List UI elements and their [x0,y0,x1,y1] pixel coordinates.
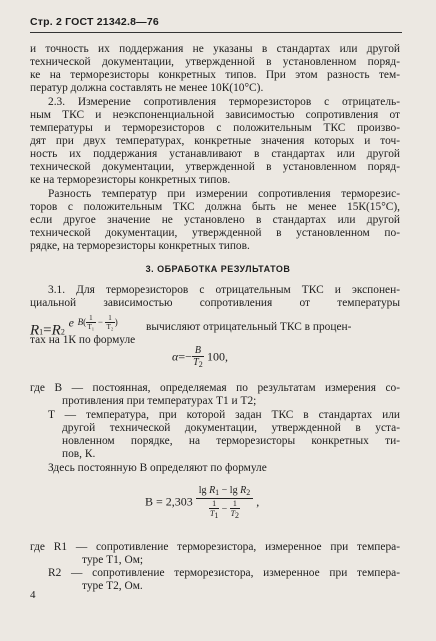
text-line: другой технической документации, утвержденной в уста- [62,422,400,434]
text-line: технической документации, утвержденной в установленном поряд- [30,56,400,68]
text-line: вычисляют отрицательный ТКС в процен- [146,321,352,333]
formula-tcr: α=− $\frac{B}{T_2}$ 100, [172,345,228,369]
text-line: туре T1, Ом; [82,554,144,566]
text-line: дят при двух температурах, конкретные значения которых и точ- [30,135,400,147]
page-header: Стр. 2 ГОСТ 21342.8—76 [30,16,159,28]
text-line: новленном порядке, на терморезисторы конкретных ти- [62,435,400,447]
text-line: R2 — сопротивление терморезистора, измеренное при темпера- [48,567,400,579]
formula-constant-b: B = 2,303 $\lg R_1 - \lg R_2$ $\frac{1}{T1}$ − $\frac{1}{T2}$ , [145,485,260,520]
text-line: и точность их поддержания не указаны в стандартах или другой [30,43,400,55]
text-line: торов с положительным ТКС должна быть не менее 15К(15°С), [30,201,400,213]
text-line: Здесь постоянную B определяют по формуле [48,462,267,474]
text-line: циальной зависимостью сопротивления от температуры [30,297,400,309]
text-line: тах на 1К по формуле [30,334,136,346]
text-line: ке на терморезисторы конкретных типов. [30,174,231,186]
text-line: рядке, на терморезисторы конкретных типов. [30,240,250,252]
text-line: T — температура, при которой задан ТКС в стандартах или [48,409,400,421]
page-number: 4 [30,589,36,601]
text-line: где R1 — сопротивление терморезистора, измеренное при темпера- [30,541,400,553]
text-line: ность их поддержания устанавливают в стандартах или другой [30,148,400,160]
text-line: технической документации, утвержденной в установленном по- [30,227,400,239]
text-line: 2.3. Измерение сопротивления терморезисторов с отрицатель- [48,96,400,108]
formula-tcr-value: 100, [206,349,228,364]
text-line: если другое значение не установлено в стандартах или другой [30,214,400,226]
text-line: противления при температурах T1 и T2; [62,395,257,407]
text-line: технической документации, утвержденной в установленном поряд- [30,161,400,173]
text-line: пов, К. [62,448,96,460]
text-line: туре T2, Ом. [82,580,143,592]
text-line: ным ТКС и неэкспоненциальной зависимостью сопротивления от [30,109,400,121]
header-rule [30,32,402,33]
section-heading: 3. ОБРАБОТКА РЕЗУЛЬТАТОВ [145,264,291,274]
text-line: Разность температур при измерении сопротивления терморезис- [48,188,400,200]
text-line: 3.1. Для терморезисторов с отрицательным ТКС и экспонен- [48,284,400,296]
text-line: ператур должна составлять не менее 10К(10°С). [30,82,264,94]
formula-resistance: R1=R2 $^e$ $^{B( \frac{1}{\text{T₁}} - \frac{1}{\text{T₂}} )}$ [30,314,118,339]
text-line: ке на терморезисторы конкретных типов. При этом разность тем- [30,69,400,81]
text-line: температуры и терморезисторов с положительным ТКС произво- [30,122,400,134]
text-line: где B — постоянная, определяемая по результатам измерения со- [30,382,400,394]
formula-b-coef: B = 2,303 [145,494,193,509]
